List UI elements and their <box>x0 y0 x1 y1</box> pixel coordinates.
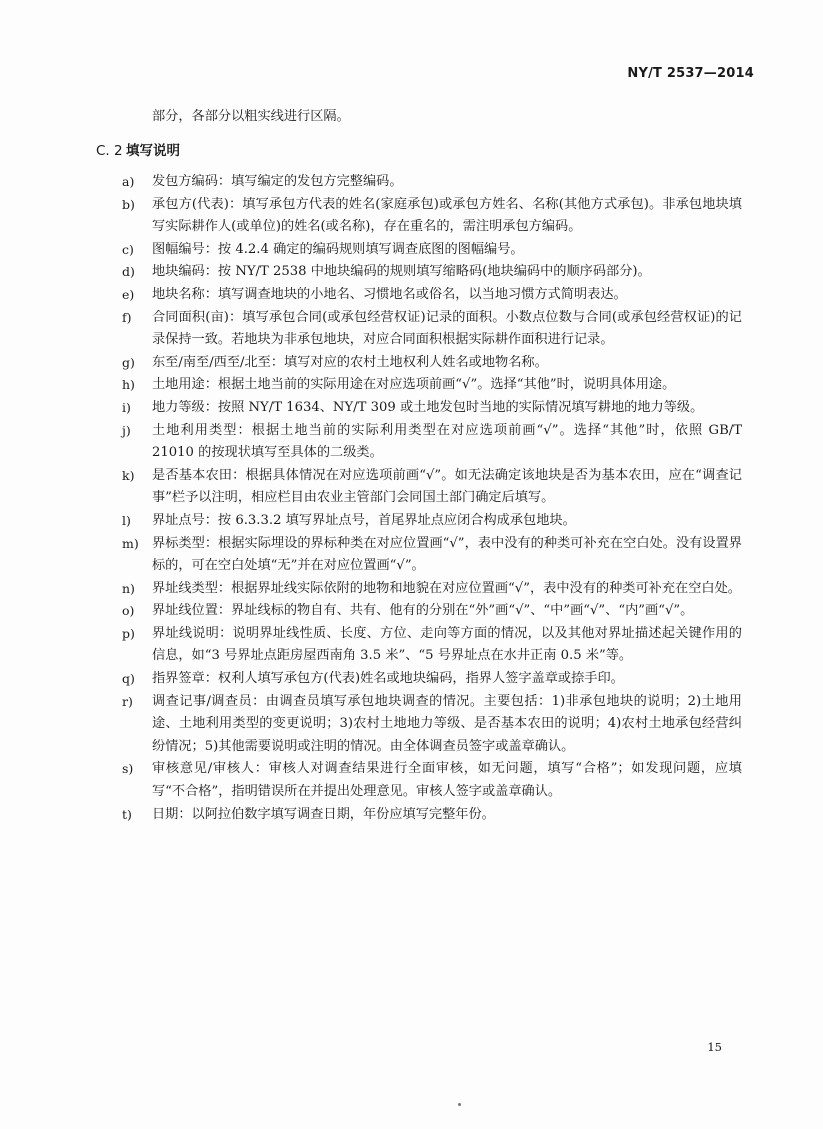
item-text: 土地利用类型：根据土地当前的实际利用类型在对应选项前画“√”。选择“其他”时，依照 GB/T 21010 的按现状填写至具体的二级类。 <box>152 422 742 461</box>
standard-identifier: NY/T 2537—2014 <box>627 66 754 81</box>
item-label: q) <box>122 671 135 687</box>
list-item <box>122 691 742 759</box>
item-text: 日期：以阿拉伯数字填写调查日期，年份应填写完整年份。 <box>152 806 495 822</box>
item-label: t) <box>122 806 132 822</box>
list-item <box>122 239 742 262</box>
list-item <box>122 465 742 510</box>
list-item <box>122 352 742 375</box>
section-number: C. 2 <box>96 143 123 159</box>
item-text: 界址线类型：根据界址线实际依附的地物和地貌在对应位置画“√”，表中没有的种类可补充在空白处。 <box>152 580 741 596</box>
item-label: s) <box>122 761 134 777</box>
item-label: c) <box>122 241 134 257</box>
item-label: b) <box>122 196 135 212</box>
list-item <box>122 804 742 827</box>
item-label: g) <box>122 354 135 370</box>
list-item <box>122 284 742 307</box>
item-label: p) <box>122 625 135 641</box>
item-text: 调查记事/调查员：由调查员填写承包地块调查的情况。主要包括：1)非承包地块的说明；2)土地用途、土地利用类型的变更说明；3)农村土地地力等级、是否基本农田的说明；4)农村土地承包经营纠纷情况；5)其他需要说明或注明的情况。由全体调查员签字或盖章确认。 <box>152 693 742 754</box>
item-label: e) <box>122 286 135 302</box>
item-label: j) <box>122 422 131 438</box>
list-item <box>122 420 742 465</box>
list-item <box>122 600 742 623</box>
item-text: 合同面积(亩)：填写承包合同(或承包经营权证)记录的面积。小数点位数与合同(或承包经营权证)的记录保持一致。若地块为非承包地块，对应合同面积根据实际耕作面积进行记录。 <box>152 309 742 348</box>
list-item <box>122 623 742 668</box>
list-item <box>122 261 742 284</box>
list-item <box>122 397 742 420</box>
item-text: 土地用途：根据土地当前的实际用途在对应选项前画“√”。选择“其他”时，说明具体用途。 <box>152 377 676 393</box>
item-text: 界址线位置：界址线标的物自有、共有、他有的分别在“外”画“√”、“中”画“√”、“内”画“√”。 <box>152 603 694 619</box>
list-item <box>122 510 742 533</box>
item-label: k) <box>122 467 135 483</box>
item-text: 图幅编号：按 4.2.4 确定的编码规则填写调查底图的图幅编号。 <box>152 241 524 257</box>
item-label: h) <box>122 377 135 393</box>
section-heading <box>96 140 180 162</box>
item-text: 界标类型：根据实际埋设的界标种类在对应位置画“√”，表中没有的种类可补充在空白处。没有设置界标的，可在空白处填“无”并在对应位置画“√”。 <box>152 535 742 574</box>
item-text: 承包方(代表)：填写承包方代表的姓名(家庭承包)或承包方姓名、名称(其他方式承包)。非承包地块填写实际耕作人(或单位)的姓名(或名称)，存在重名的，需注明承包方编码。 <box>152 196 742 235</box>
item-text: 指界签章：权利人填写承包方(代表)姓名或地块编码，指界人签字盖章或捺手印。 <box>152 671 624 687</box>
scan-speck <box>458 1103 461 1106</box>
list-item <box>122 194 742 239</box>
item-text: 发包方编码：填写编定的发包方完整编码。 <box>152 174 403 189</box>
list-item <box>122 578 742 601</box>
item-label: o) <box>122 603 135 619</box>
list-item <box>122 374 742 397</box>
list-item <box>122 668 742 691</box>
item-label: n) <box>122 580 135 596</box>
item-label: f) <box>122 309 132 325</box>
item-text: 地块编码：按 NY/T 2538 中地块编码的规则填写缩略码(地块编码中的顺序码部分)。 <box>152 264 651 280</box>
section-title: 填写说明 <box>126 143 180 159</box>
item-text: 是否基本农田：根据具体情况在对应选项前画“√”。如无法确定该地块是否为基本农田，应在“调查记事”栏予以注明，相应栏目由农业主管部门会同国土部门确定后填写。 <box>152 467 742 506</box>
item-label: a) <box>122 174 135 189</box>
list-item <box>122 758 742 803</box>
page-number: 15 <box>707 1040 722 1054</box>
list-item <box>122 171 742 194</box>
item-text: 审核意见/审核人：审核人对调查结果进行全面审核，如无问题，填写“合格”；如发现问题，应填写“不合格”，指明错误所在并提出处理意见。审核人签字或盖章确认。 <box>152 761 742 800</box>
continuation-text: 部分，各部分以粗实线进行区隔。 <box>152 109 350 124</box>
item-label: l) <box>122 512 131 528</box>
list-item <box>122 307 742 352</box>
item-text: 东至/南至/西至/北至：填写对应的农村土地权利人姓名或地物名称。 <box>152 354 548 370</box>
item-label: m) <box>122 535 139 551</box>
item-label: d) <box>122 264 135 280</box>
item-text: 界址点号：按 6.3.3.2 填写界址点号，首尾界址点应闭合构成承包地块。 <box>152 512 576 528</box>
instruction-list <box>122 171 742 826</box>
list-item <box>122 533 742 578</box>
item-text: 地力等级：按照 NY/T 1634、NY/T 309 或土地发包时当地的实际情况填写耕地的地力等级。 <box>152 399 704 415</box>
item-label: i) <box>122 399 131 415</box>
item-label: r) <box>122 693 133 709</box>
item-text: 界址线说明：说明界址线性质、长度、方位、走向等方面的情况，以及其他对界址描述起关键作用的信息，如“3 号界址点距房屋西南角 3.5 米”、“5 号界址点在水井正南 0.5 米”等。 <box>152 625 742 664</box>
item-text: 地块名称：填写调查地块的小地名、习惯地名或俗名，以当地习惯方式简明表达。 <box>152 286 627 302</box>
